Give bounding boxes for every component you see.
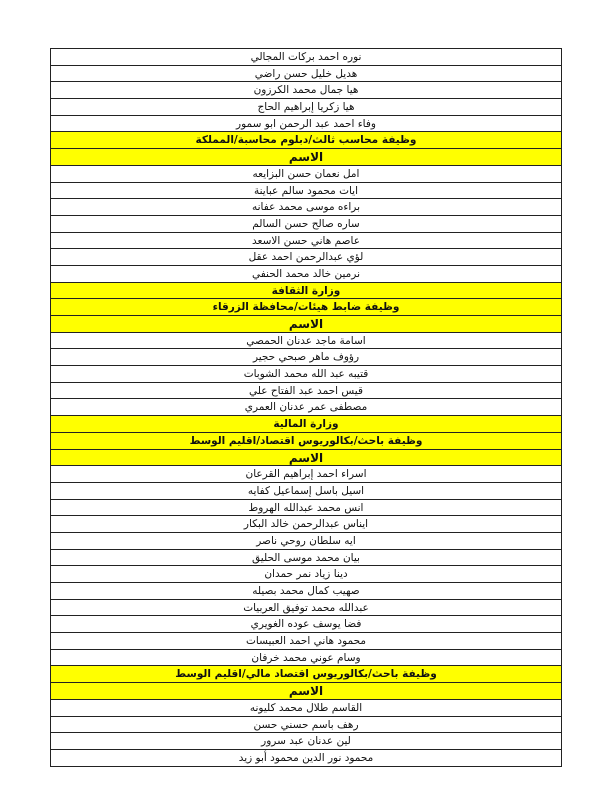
table-row: اسيل باسل إسماعيل كفايه [50,483,562,500]
column-header: الاسم [50,316,562,333]
names-table [50,48,562,767]
table-row: ايه سلطان روحي ناصر [50,533,562,550]
table-row: هيا جمال محمد الكرزون [50,82,562,99]
table-row: قتيبه عبد الله محمد الشوبات [50,366,562,383]
table-row: محمود هاني احمد العبيسات [50,633,562,650]
table-row: هيا زكريا إبراهيم الحاج [50,99,562,116]
ministry-row: وزارة الثقافة [50,283,562,300]
table-row: انس محمد عبدالله الهروط [50,500,562,517]
table-row: نوره احمد بركات المجالي [50,49,562,66]
table-row: اسامة ماجد عدنان الحمصي [50,333,562,350]
table-row: براءه موسى محمد عفانه [50,199,562,216]
table-row: نرمين خالد محمد الحنفي [50,266,562,283]
table-row: امل نعمان حسن البزايعه [50,166,562,183]
table-row: ساره صالح حسن السالم [50,216,562,233]
table-row: عبدالله محمد توفيق العربيات [50,600,562,617]
table-row: دينا زياد نمر حمدان [50,566,562,583]
table-row: رهف باسم حسني حسن [50,717,562,734]
table-row: قيس احمد عبد الفتاح علي [50,383,562,400]
table-row: بيان محمد موسى الحليق [50,550,562,567]
table-row: صهيب كمال محمد بصيله [50,583,562,600]
job-title-row: وظيفة ضابط هيئات/محافظة الزرقاء [50,299,562,316]
table-row: مصطفى عمر عدنان العمري [50,399,562,416]
job-title-row: وظيفة باحث/بكالوريوس اقتصاد مالي/اقليم الوسط [50,666,562,683]
table-row: رؤوف ماهر صبحي حجير [50,349,562,366]
table-row: القاسم طلال محمد كليونه [50,700,562,717]
job-title-row: وظيفة باحث/بكالوريوس اقتصاد/اقليم الوسط [50,433,562,450]
table-row: ايات محمود سالم عباينة [50,183,562,200]
table-row: وفاء احمد عبد الرحمن ابو سمور [50,116,562,133]
table-row: لؤي عبدالرحمن احمد عقل [50,249,562,266]
table-row: وسام عوني محمد خرفان [50,650,562,667]
table-row: عاصم هاني حسن الاسعد [50,233,562,250]
table-row: اسراء احمد إبراهيم القرعان [50,466,562,483]
table-row: لين عدنان عبد سرور [50,733,562,750]
ministry-row: وزارة المالية [50,416,562,433]
table-row: ايناس عبدالرحمن خالد البكار [50,516,562,533]
column-header: الاسم [50,683,562,700]
column-header: الاسم [50,149,562,166]
job-title-row: وظيفة محاسب ثالث/دبلوم محاسبة/المملكة [50,132,562,149]
table-row: محمود نور الدين محمود أبو زيد [50,750,562,767]
table-row: هديل خليل حسن راضي [50,66,562,83]
table-row: فضا يوسف عوده الغويري [50,616,562,633]
column-header: الاسم [50,450,562,467]
